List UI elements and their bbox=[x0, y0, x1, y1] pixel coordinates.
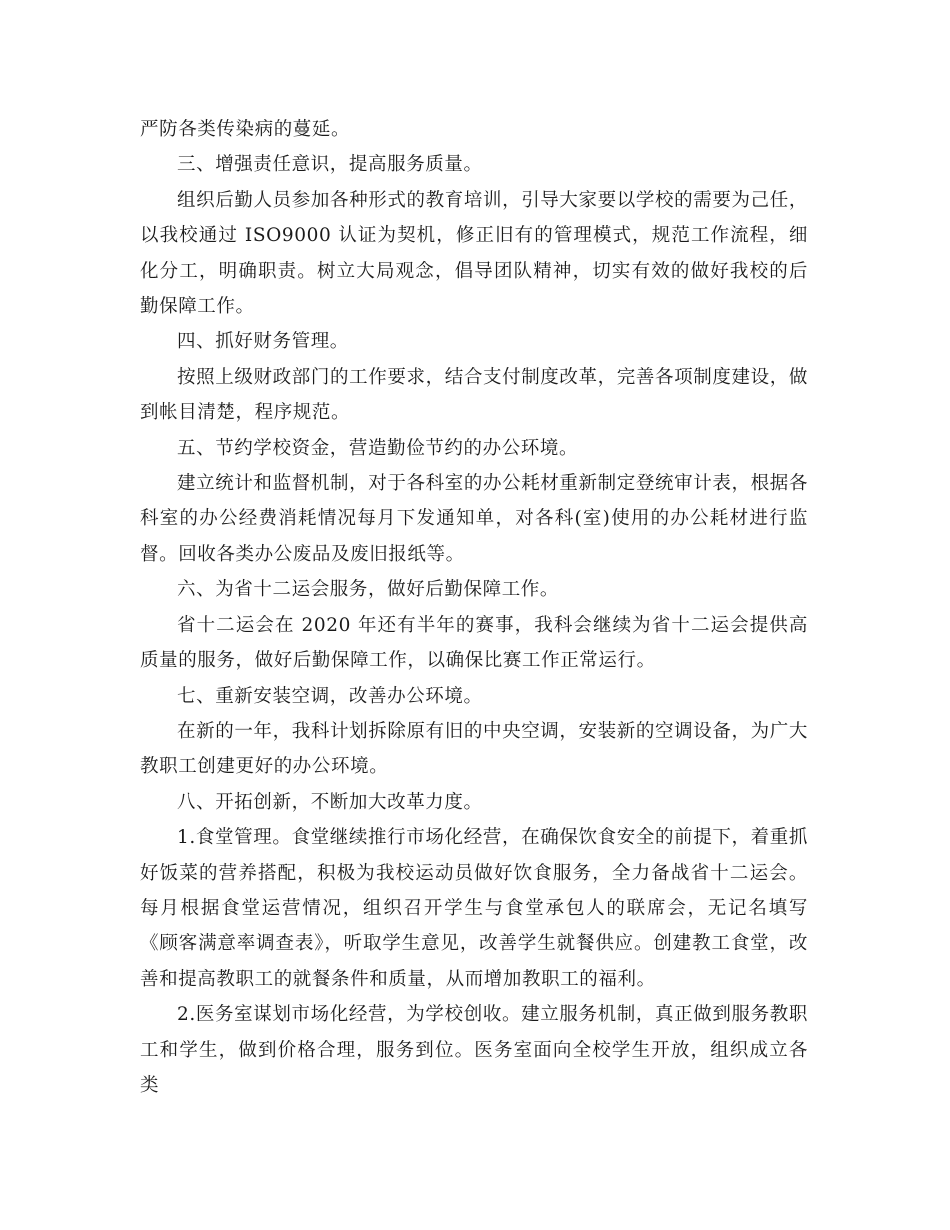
heading-section-7: 七、重新安装空调，改善办公环境。 bbox=[177, 685, 483, 707]
paragraph-clinic: 2.医务室谋划市场化经营，为学校创收。建立服务机制，真正做到服务教职工和学生，做到价格合理，服务到位。医务室面向全校学生开放，组织成立各类 bbox=[140, 1004, 808, 1096]
paragraph-air-conditioning: 在新的一年，我科计划拆除原有旧的中央空调，安装新的空调设备，为广大教职工创建更好的办公环境。 bbox=[140, 720, 808, 778]
paragraph-training: 组织后勤人员参加各种形式的教育培训，引导大家要以学校的需要为己任，以我校通过 ISO9000 认证为契机，修正旧有的管理模式，规范工作流程，细化分工，明确职责。树立大局观念，倡导团队精神，切实有效的做好我校的后勤保障工作。 bbox=[140, 189, 808, 318]
heading-section-5: 五、节约学校资金，营造勤俭节约的办公环境。 bbox=[177, 437, 579, 459]
paragraph-canteen: 1.食堂管理。食堂继续推行市场化经营，在确保饮食安全的前提下，着重抓好饭菜的营养搭配，积极为我校运动员做好饮食服务，全力备战省十二运会。每月根据食堂运营情况，组织召开学生与食堂承包人的联席会，无记名填写《顾客满意率调查表》，听取学生意见，改善学生就餐供应。创建教工食堂，改善和提高教职工的就餐条件和质量，从而增加教职工的福利。 bbox=[140, 827, 808, 990]
paragraph-continuation: 严防各类传染病的蔓延。 bbox=[140, 119, 351, 140]
heading-section-3: 三、增强责任意识，提高服务质量。 bbox=[177, 154, 483, 176]
document-body bbox=[140, 112, 808, 1103]
heading-section-4: 四、抓好财务管理。 bbox=[177, 331, 349, 353]
paragraph-games-service: 省十二运会在 2020 年还有半年的赛事，我科会继续为省十二运会提供高质量的服务，做好后勤保障工作，以确保比赛工作正常运行。 bbox=[140, 614, 808, 672]
paragraph-supervision: 建立统计和监督机制，对于各科室的办公耗材重新制定登统审计表，根据各科室的办公经费消耗情况每月下发通知单，对各科(室)使用的办公耗材进行监督。回收各类办公废品及废旧报纸等。 bbox=[140, 473, 808, 565]
heading-section-6: 六、为省十二运会服务，做好后勤保障工作。 bbox=[177, 579, 560, 601]
paragraph-finance: 按照上级财政部门的工作要求，结合支付制度改革，完善各项制度建设，做到帐目清楚，程序规范。 bbox=[140, 366, 808, 424]
heading-section-8: 八、开拓创新，不断加大改革力度。 bbox=[177, 791, 483, 813]
